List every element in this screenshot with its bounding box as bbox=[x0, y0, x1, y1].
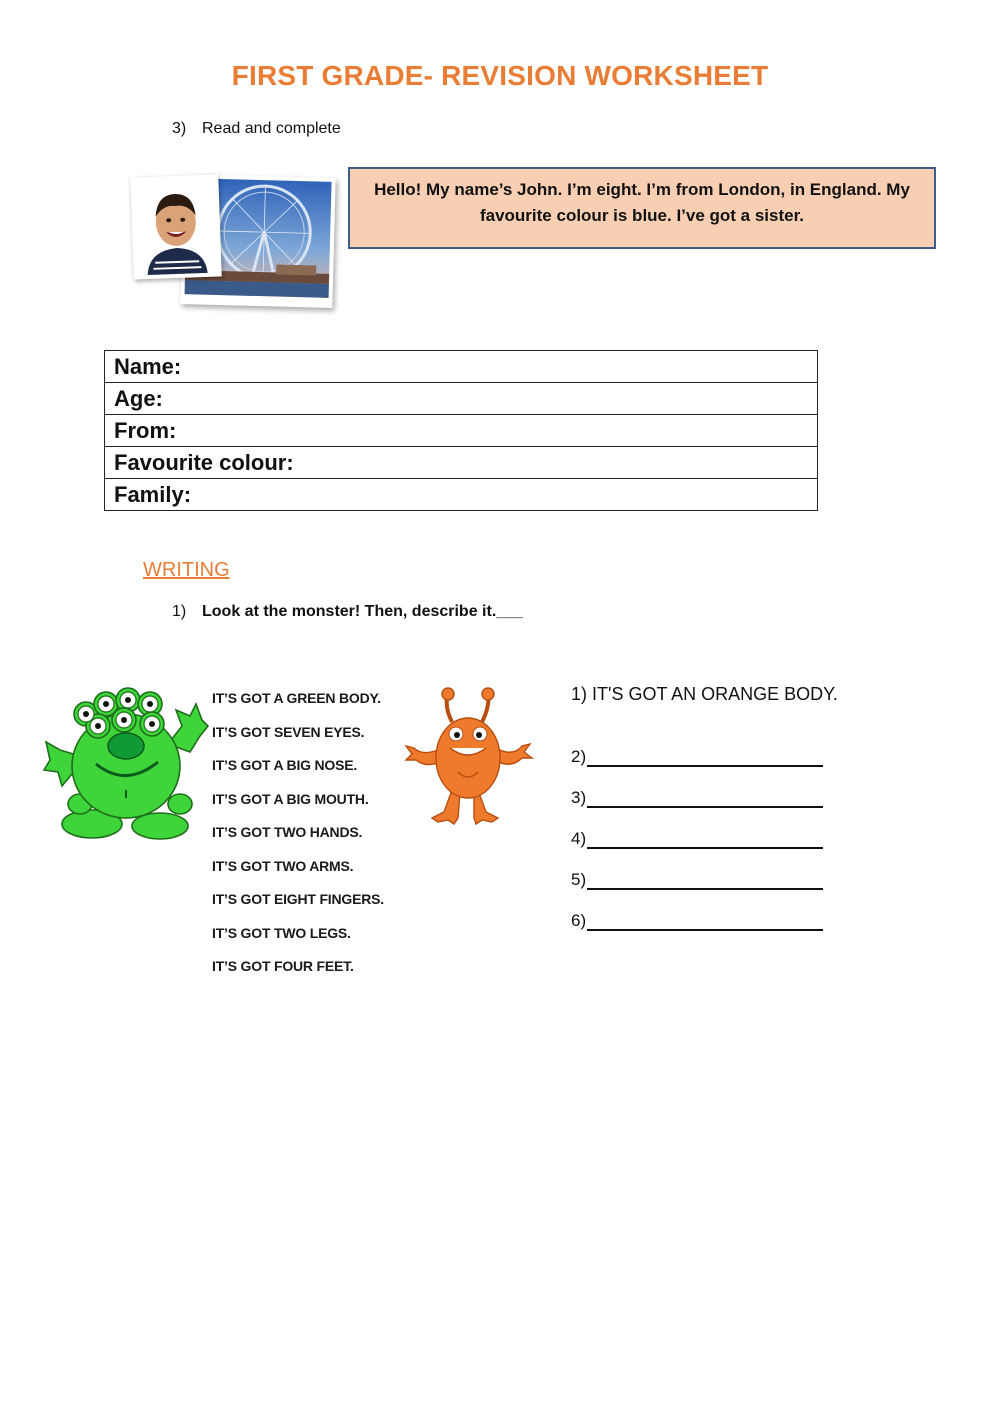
list-item: IT’S GOT TWO HANDS. bbox=[212, 824, 363, 840]
info-table bbox=[104, 350, 818, 511]
exercise-number: 3) bbox=[172, 120, 187, 137]
answer-blank[interactable] bbox=[587, 912, 823, 931]
table-row bbox=[105, 351, 818, 383]
answer-line[interactable] bbox=[571, 808, 838, 849]
answer-lines bbox=[571, 684, 838, 931]
worksheet-title: FIRST GRADE- REVISION WORKSHEET bbox=[231, 60, 769, 91]
exercise-3-instruction bbox=[172, 120, 341, 138]
instruction-text: Read and complete bbox=[202, 120, 341, 137]
table-row bbox=[105, 415, 818, 447]
row-label-age[interactable]: Age: bbox=[105, 383, 818, 415]
answer-line[interactable] bbox=[571, 890, 838, 931]
boy-portrait-illustration bbox=[130, 174, 222, 279]
table-row bbox=[105, 447, 818, 479]
writing-instruction bbox=[172, 603, 523, 621]
instruction-text: Look at the monster! Then, describe it.___ bbox=[202, 603, 523, 620]
answer-number: 5) bbox=[571, 870, 587, 889]
answer-example: 1) IT'S GOT AN ORANGE BODY. bbox=[571, 684, 838, 704]
answer-number: 2) bbox=[571, 747, 587, 766]
answer-line[interactable] bbox=[571, 849, 838, 890]
green-monster-description-list bbox=[212, 690, 384, 992]
answer-number: 6) bbox=[571, 911, 587, 930]
answer-blank[interactable] bbox=[587, 748, 823, 767]
answer-blank[interactable] bbox=[587, 871, 823, 890]
list-item: IT’S GOT EIGHT FINGERS. bbox=[212, 891, 384, 907]
table-row bbox=[105, 479, 818, 511]
answer-blank[interactable] bbox=[587, 830, 823, 849]
section-heading-writing: WRITING bbox=[143, 559, 230, 581]
answer-line[interactable] bbox=[571, 767, 838, 808]
reading-passage-box bbox=[348, 167, 936, 249]
table-row bbox=[105, 383, 818, 415]
boy-photo bbox=[130, 174, 222, 279]
orange-monster-illustration bbox=[404, 686, 534, 828]
row-label-from[interactable]: From: bbox=[105, 415, 818, 447]
list-item: IT’S GOT SEVEN EYES. bbox=[212, 723, 365, 740]
answer-number: 4) bbox=[571, 829, 587, 848]
list-item: IT’S GOT A GREEN BODY. bbox=[212, 690, 381, 706]
list-item: IT’S GOT FOUR FEET. bbox=[212, 958, 354, 974]
list-item: IT’S GOT TWO ARMS. bbox=[212, 857, 354, 874]
list-item: IT’S GOT TWO LEGS. bbox=[212, 924, 351, 941]
exercise-number: 1) bbox=[172, 603, 187, 620]
row-label-favourite-colour[interactable]: Favourite colour: bbox=[105, 447, 818, 479]
row-label-name[interactable]: Name: bbox=[105, 351, 818, 383]
answer-blank[interactable] bbox=[587, 789, 823, 808]
answer-line[interactable] bbox=[571, 726, 838, 767]
answer-number: 3) bbox=[571, 788, 587, 807]
list-item: IT’S GOT A BIG NOSE. bbox=[212, 757, 358, 773]
list-item: IT’S GOT A BIG MOUTH. bbox=[212, 790, 369, 807]
green-monster-illustration bbox=[40, 686, 210, 846]
reading-passage: Hello! My name’s John. I’m eight. I’m from London, in England. My favourite colour is blue. I’ve got a sister. bbox=[374, 180, 910, 225]
row-label-family[interactable]: Family: bbox=[105, 479, 818, 511]
